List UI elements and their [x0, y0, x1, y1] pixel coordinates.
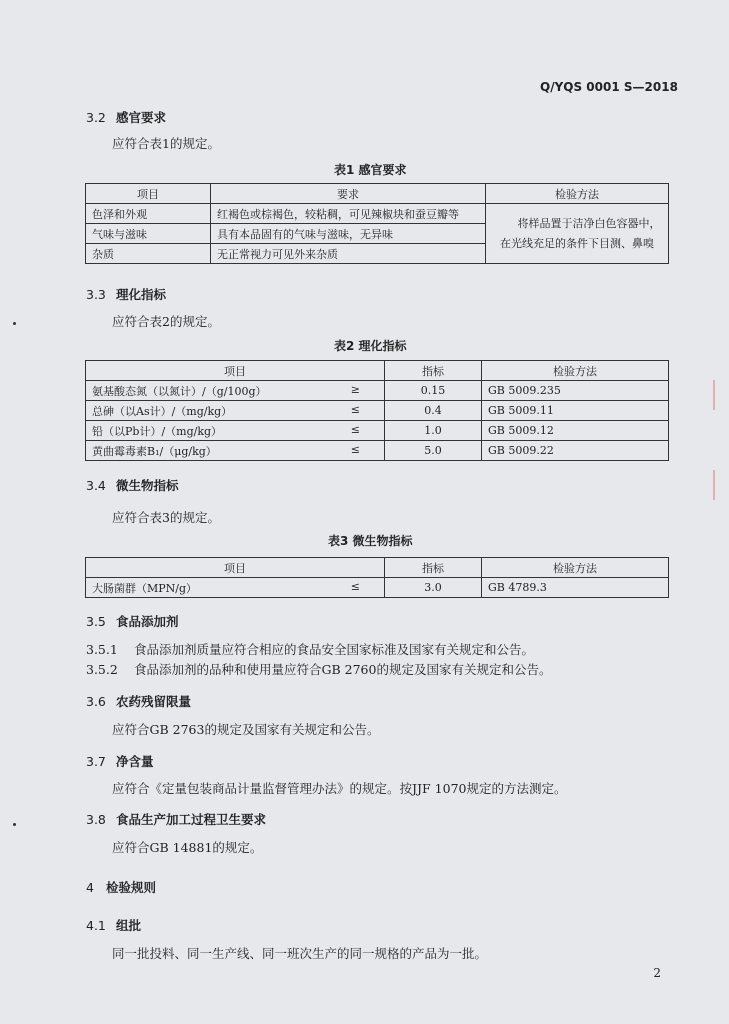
- table2-header-item: 项目: [86, 361, 385, 381]
- table2-item: 铅（以Pb计）/（mg/kg）: [92, 424, 223, 438]
- section-3-5-heading: [86, 612, 179, 630]
- table2-value: 0.15: [385, 381, 482, 401]
- table1-caption: 表1 感官要求: [334, 163, 407, 177]
- table2-operator: ≤: [350, 422, 360, 436]
- method-line: 将样品置于洁净白色容器中，: [517, 216, 661, 230]
- section-title: 净含量: [116, 754, 154, 769]
- table-row: [86, 441, 669, 461]
- section-3-8-text: 应符合GB 14881的规定。: [112, 840, 263, 855]
- section-3-6-heading: [86, 692, 191, 710]
- table3: [85, 557, 669, 598]
- table1-cell: 无正常视力可见外来杂质: [211, 244, 486, 264]
- table3-caption: 表3 微生物指标: [328, 534, 413, 548]
- table2-method: GB 5009.11: [482, 401, 669, 421]
- section-title: 感官要求: [116, 110, 167, 125]
- clause-number: 3.5.2: [86, 662, 118, 677]
- method-line: 在光线充足的条件下目测、鼻嗅: [500, 236, 654, 250]
- section-3-6-text: 应符合GB 2763的规定及国家有关规定和公告。: [112, 722, 380, 737]
- table3-operator: ≤: [350, 579, 360, 593]
- section-3-7-text: 应符合《定量包装商品计量监督管理办法》的规定。按JJF 1070规定的方法测定。: [112, 781, 567, 796]
- section-title: 食品生产加工过程卫生要求: [116, 812, 267, 827]
- table2-header-value: 指标: [385, 361, 482, 381]
- section-number: 3.5: [86, 614, 106, 629]
- table2-operator: ≥: [350, 382, 360, 396]
- scan-speck: [13, 823, 16, 826]
- section-number: 3.2: [86, 110, 106, 125]
- section-3-5-1: [86, 640, 534, 658]
- table1-cell: 气味与滋味: [86, 224, 211, 244]
- table1-cell: 红褐色或棕褐色，较粘稠，可见辣椒块和蚕豆瓣等: [211, 204, 486, 224]
- section-4-1-text: 同一批投料、同一生产线、同一班次生产的同一规格的产品为一批。: [112, 946, 488, 961]
- table2-header-method: 检验方法: [482, 361, 669, 381]
- table2-method: GB 5009.12: [482, 421, 669, 441]
- section-3-7-heading: [86, 752, 154, 770]
- section-number: 3.7: [86, 754, 106, 769]
- section-3-4-heading: [86, 476, 179, 494]
- section-number: 3.6: [86, 694, 106, 709]
- section-title: 检验规则: [106, 880, 157, 895]
- section-4-heading: [86, 878, 156, 896]
- section-number: 3.4: [86, 478, 106, 493]
- table2-caption: 表2 理化指标: [334, 339, 407, 353]
- section-title: 食品添加剂: [116, 614, 179, 629]
- table1-header-requirement: 要求: [211, 184, 486, 204]
- scan-speck: [13, 322, 16, 325]
- table-row: [86, 421, 669, 441]
- section-3-2-text: 应符合表1的规定。: [112, 136, 220, 151]
- clause-text: 食品添加剂的品种和使用量应符合GB 2760的规定及国家有关规定和公告。: [134, 662, 552, 677]
- section-3-4-text: 应符合表3的规定。: [112, 510, 220, 525]
- section-number: 4.1: [86, 918, 106, 933]
- table1-cell: 具有本品固有的气味与滋味，无异味: [211, 224, 486, 244]
- section-3-3-text: 应符合表2的规定。: [112, 314, 220, 329]
- section-number: 3.8: [86, 812, 106, 827]
- table-row: [86, 578, 669, 598]
- table2-operator: ≤: [350, 402, 360, 416]
- table2-method: GB 5009.235: [482, 381, 669, 401]
- table3-header-value: 指标: [385, 558, 482, 578]
- table2-item: 黄曲霉毒素B₁/（μg/kg）: [92, 444, 217, 458]
- table2-value: 5.0: [385, 441, 482, 461]
- table1: [85, 183, 669, 264]
- section-title: 农药残留限量: [116, 694, 192, 709]
- section-3-3-heading: [86, 285, 166, 303]
- section-title: 理化指标: [116, 287, 167, 302]
- document-id: Q/YQS 0001 S—2018: [540, 80, 678, 94]
- table2-value: 1.0: [385, 421, 482, 441]
- section-4-1-heading: [86, 916, 141, 934]
- table3-value: 3.0: [385, 578, 482, 598]
- table3-item: 大肠菌群（MPN/g）: [92, 581, 198, 595]
- section-3-8-heading: [86, 810, 266, 828]
- table2-operator: ≤: [350, 442, 360, 456]
- table1-method-cell: [486, 204, 669, 264]
- table1-cell: 色泽和外观: [86, 204, 211, 224]
- table1-header-item: 项目: [86, 184, 211, 204]
- table1-header-method: 检验方法: [486, 184, 669, 204]
- seal-edge-mark: [713, 380, 729, 410]
- table2-value: 0.4: [385, 401, 482, 421]
- table2-method: GB 5009.22: [482, 441, 669, 461]
- table1-cell: 杂质: [86, 244, 211, 264]
- table2-item: 总砷（以As计）/（mg/kg）: [92, 404, 233, 418]
- clause-number: 3.5.1: [86, 642, 118, 657]
- table-row: [86, 204, 669, 224]
- table3-header-item: 项目: [86, 558, 385, 578]
- table2-item: 氨基酸态氮（以氮计）/（g/100g）: [92, 384, 267, 398]
- section-number: 4: [86, 880, 94, 895]
- section-3-2-heading: [86, 108, 166, 126]
- page-number: 2: [653, 966, 661, 980]
- table2: [85, 360, 669, 461]
- table3-method: GB 4789.3: [482, 578, 669, 598]
- table-row: [86, 401, 669, 421]
- section-title: 微生物指标: [116, 478, 179, 493]
- clause-text: 食品添加剂质量应符合相应的食品安全国家标准及国家有关规定和公告。: [134, 642, 535, 657]
- table-row: [86, 381, 669, 401]
- section-3-5-2: [86, 660, 551, 678]
- table3-header-method: 检验方法: [482, 558, 669, 578]
- seal-edge-mark: [713, 470, 729, 500]
- section-title: 组批: [116, 918, 142, 933]
- section-number: 3.3: [86, 287, 106, 302]
